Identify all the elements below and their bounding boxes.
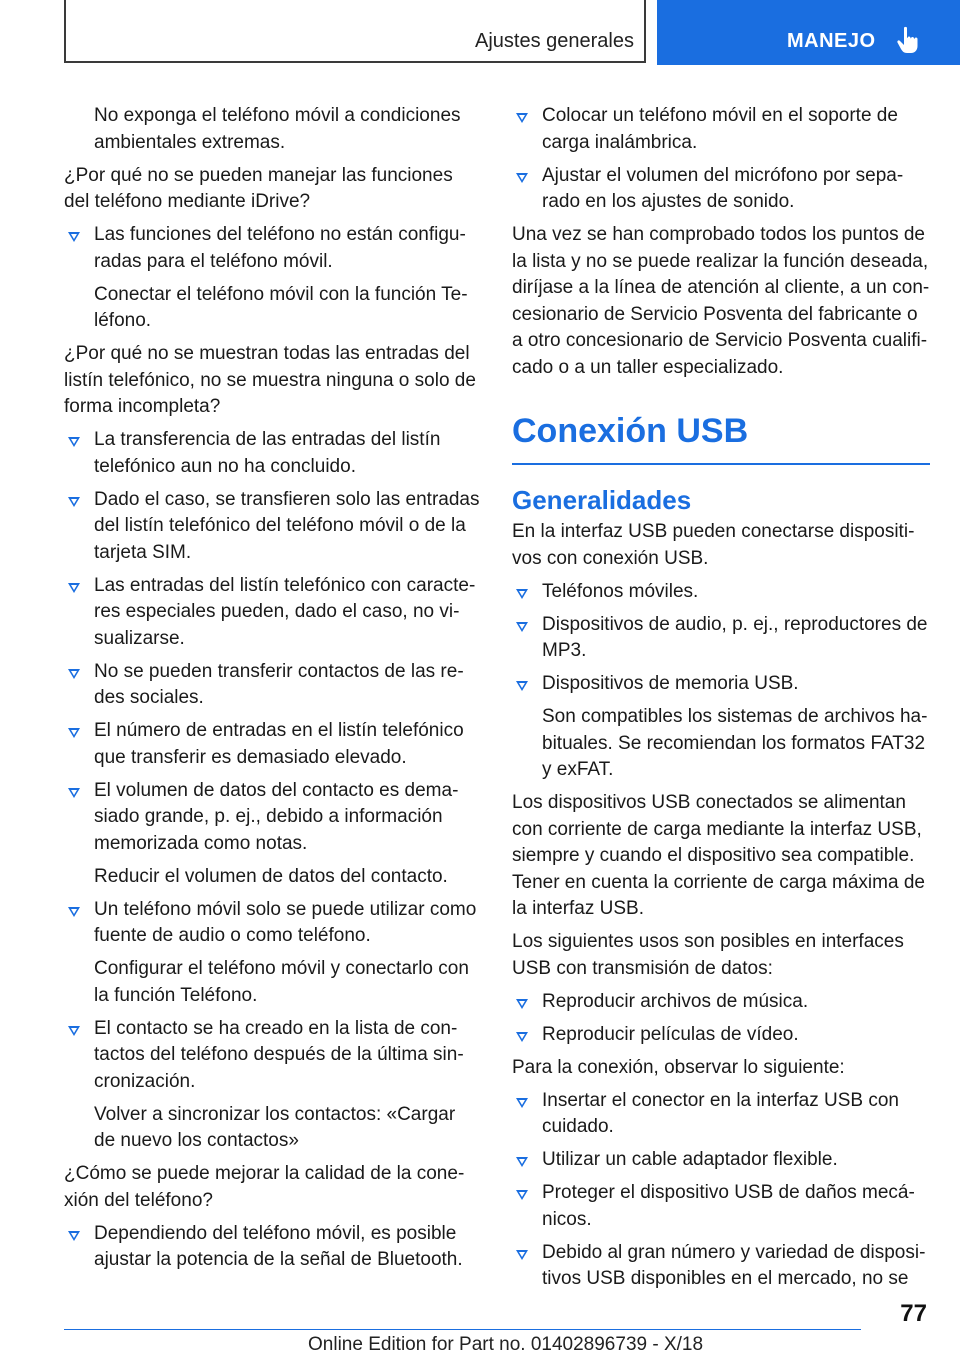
bullet-triangle-icon (516, 681, 528, 691)
list-item-text: Proteger el dispositivo USB de daños mecánicos. (542, 1182, 915, 1230)
paragraph: Para la conexión, observar lo siguiente: (512, 1056, 845, 1078)
bullet-triangle-icon (516, 1190, 528, 1200)
list-item (512, 612, 930, 665)
chapter-tab-manejo[interactable] (657, 0, 960, 65)
section-title: Ajustes generales (475, 30, 634, 52)
list-item-text: Insertar el conector en la interfaz USB con cuidado. (542, 1089, 899, 1137)
indented-paragraph: Reducir el volumen de datos del contacto. (94, 865, 448, 887)
list-item-text: El volumen de datos del contacto es demasiado grande, p. ej., debido a información memorizada como notas. (94, 779, 459, 854)
bullet-triangle-icon (516, 113, 528, 123)
list-item-text: Las funciones del teléfono no están configuradas para el teléfono móvil. (94, 224, 466, 272)
indented-paragraph: Conectar el teléfono móvil con la función Teléfono. (94, 283, 468, 331)
list-item-text: Colocar un teléfono móvil en el soporte de carga inalámbrica. (542, 105, 898, 153)
list-item-text: Debido al gran número y variedad de dispositivos USB disponibles en el mercado, no se (542, 1241, 926, 1289)
bullet-triangle-icon (68, 788, 80, 798)
bullet-triangle-icon (68, 669, 80, 679)
list-item-text: Dispositivos de memoria USB. (542, 673, 799, 694)
bullet-triangle-icon (68, 728, 80, 738)
list-item (64, 778, 480, 858)
hand-pointer-icon (896, 26, 922, 54)
paragraph: Los dispositivos USB conectados se alimentan con corriente de carga mediante la interfaz USB, siempre y cuando el dispositivo sea compatible. Tener en cuenta la corriente de carga máxima de la interfaz USB. (512, 792, 925, 919)
list-item (512, 1240, 930, 1293)
bullet-triangle-icon (516, 622, 528, 632)
bullet-triangle-icon (516, 173, 528, 183)
chapter-tab-label: MANEJO (787, 30, 876, 52)
list-item (512, 1088, 930, 1141)
list-item (512, 163, 930, 216)
list-item-text: Dispositivos de audio, p. ej., reproductores de MP3. (542, 613, 928, 661)
right-column (512, 103, 930, 1299)
bullet-triangle-icon (68, 583, 80, 593)
list-item (64, 659, 480, 712)
paragraph: Una vez se han comprobado todos los puntos de la lista y no se puede realizar la función deseada, diríjase a la línea de atención al cliente, a un concesionario de Servicio Posventa del fabricante o a otro concesionario de Servicio Posventa cualificado o a un taller especializado. (512, 224, 930, 378)
list-item (512, 1022, 930, 1049)
paragraph: En la interfaz USB pueden conectarse dispositivos con conexión USB. (512, 521, 915, 569)
list-item-text: Ajustar el volumen del micrófono por separado en los ajustes de sonido. (542, 164, 904, 212)
list-item-text: Teléfonos móviles. (542, 580, 699, 602)
section-heading: Conexión USB (512, 411, 930, 465)
list-item (64, 573, 480, 653)
list-item (512, 579, 930, 606)
bullet-triangle-icon (516, 1157, 528, 1167)
indented-paragraph: Configurar el teléfono móvil y conectarlo con la función Teléfono. (94, 958, 469, 1006)
list-item (64, 1016, 480, 1096)
bullet-triangle-icon (68, 497, 80, 507)
list-item (512, 1147, 930, 1174)
footer-divider (64, 1329, 861, 1330)
list-item-text: El contacto se ha creado en la lista de contactos del teléfono después de la última sincronización. (94, 1017, 464, 1092)
bullet-triangle-icon (68, 1231, 80, 1241)
list-item (64, 427, 480, 480)
list-item-text: Un teléfono móvil solo se puede utilizar como fuente de audio o como teléfono. (94, 898, 477, 946)
bullet-triangle-icon (516, 999, 528, 1009)
list-item (512, 103, 930, 156)
bullet-triangle-icon (68, 907, 80, 917)
list-item-text: No se pueden transferir contactos de las redes sociales. (94, 660, 464, 708)
list-item-text: Reproducir películas de vídeo. (542, 1023, 799, 1045)
subsection-heading: Generalidades (512, 485, 692, 515)
list-item (512, 989, 930, 1016)
indented-paragraph: No exponga el teléfono móvil a condiciones ambientales extremas. (94, 105, 461, 153)
list-item (64, 718, 480, 771)
list-item (64, 222, 480, 275)
left-column (64, 103, 480, 1280)
page-number: 77 (900, 1300, 927, 1327)
list-item-text: Dependiendo del teléfono móvil, es posible ajustar la potencia de la señal de Bluetooth. (94, 1222, 463, 1270)
list-item-text: Reproducir archivos de música. (542, 990, 809, 1012)
bullet-triangle-icon (516, 1032, 528, 1042)
list-item (512, 1180, 930, 1233)
list-item-text: La transferencia de las entradas del listín telefónico aun no ha concluido. (94, 429, 441, 477)
indented-paragraph: Son compatibles los sistemas de archivos habituales. Se recomiendan los formatos FAT32 y exFAT. (542, 706, 928, 780)
list-item (64, 487, 480, 567)
bullet-triangle-icon (68, 232, 80, 242)
bullet-triangle-icon (68, 1026, 80, 1036)
list-item-text: El número de entradas en el listín telefónico que transferir es demasiado elevado. (94, 720, 464, 768)
header-section-box (64, 0, 646, 63)
paragraph: ¿Cómo se puede mejorar la calidad de la conexión del teléfono? (64, 1163, 465, 1211)
list-item (64, 1221, 480, 1274)
footer-edition-text: Online Edition for Part no. 01402896739 - X/18 (308, 1334, 704, 1355)
list-item-text: Dado el caso, se transfieren solo las entradas del listín telefónico del teléfono móvil o de la tarjeta SIM. (94, 488, 480, 563)
indented-paragraph: Volver a sincronizar los contactos: «Cargar de nuevo los contactos» (94, 1103, 456, 1151)
bullet-triangle-icon (516, 1250, 528, 1260)
bullet-triangle-icon (68, 437, 80, 447)
bullet-triangle-icon (516, 589, 528, 599)
bullet-triangle-icon (516, 1098, 528, 1108)
list-item (64, 897, 480, 950)
paragraph: ¿Por qué no se muestran todas las entradas del listín telefónico, no se muestra ninguna o solo de forma incompleta? (64, 343, 476, 417)
paragraph: Los siguientes usos son posibles en interfaces USB con transmisión de datos: (512, 931, 904, 979)
list-item-text: Las entradas del listín telefónico con caracteres especiales pueden, dado el caso, no visualizarse. (94, 574, 476, 649)
paragraph: ¿Por qué no se pueden manejar las funciones del teléfono mediante iDrive? (64, 164, 453, 212)
list-item (512, 671, 930, 698)
list-item-text: Utilizar un cable adaptador flexible. (542, 1149, 838, 1170)
